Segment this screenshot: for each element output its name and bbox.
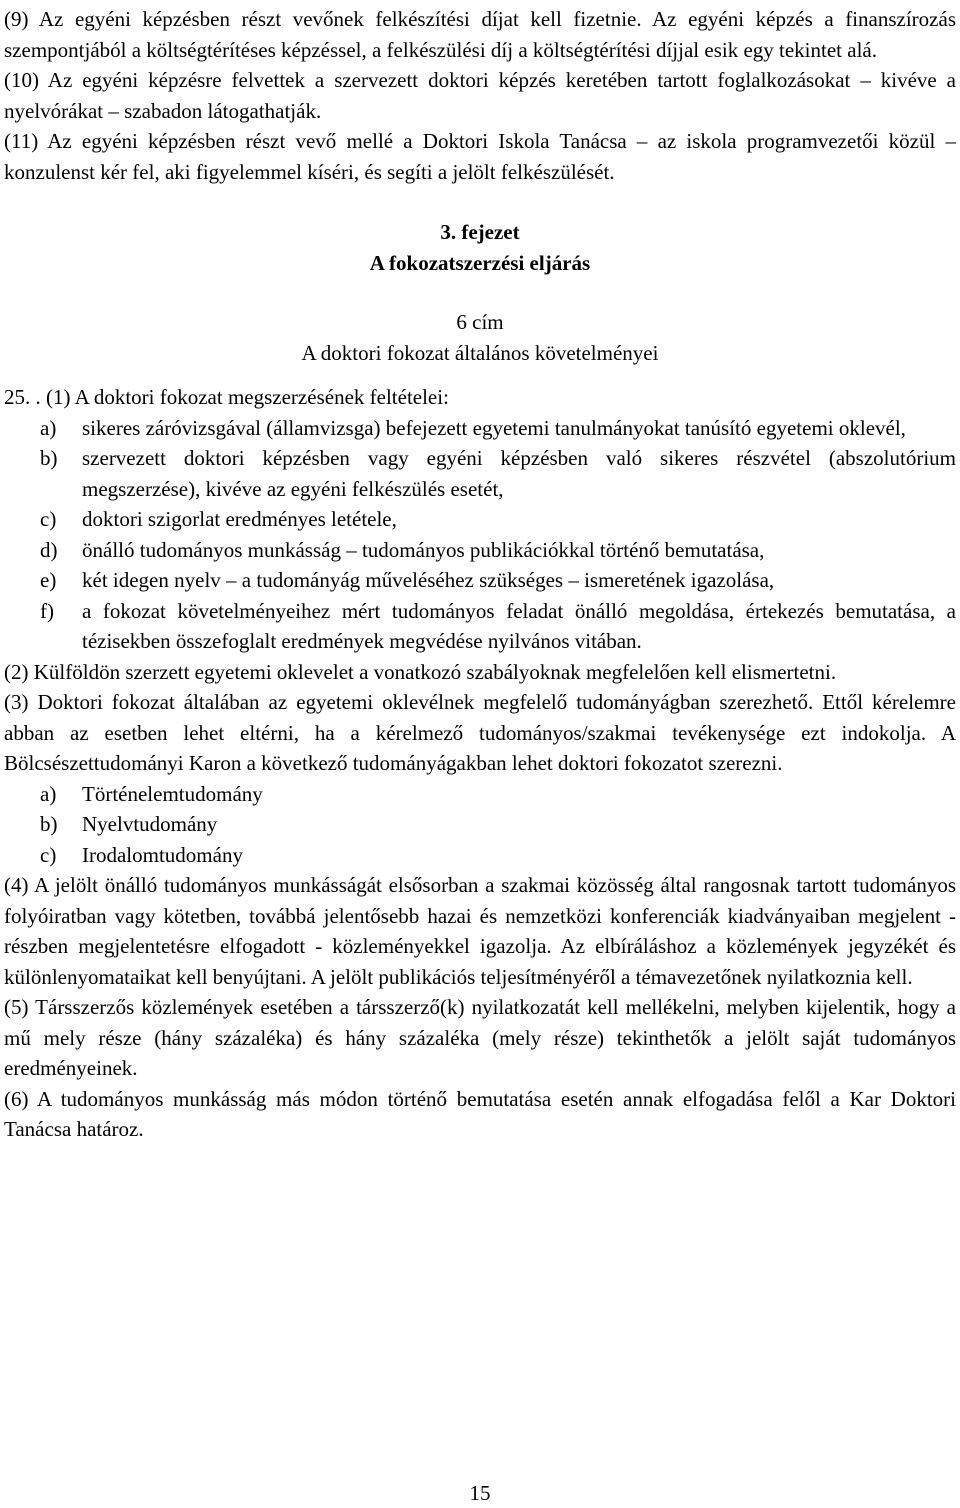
paragraph-10: (10) Az egyéni képzésre felvettek a szervezett doktori képzés keretében tartott foglalkozásokat – kivéve a nyelvórákat – szabadon látogathatják. — [4, 68, 956, 123]
chapter-number: 3. fejezet — [440, 220, 520, 244]
list-item-text: Történelemtudomány — [82, 781, 263, 806]
paragraph-11: (11) Az egyéni képzésben részt vevő mellé a Doktori Iskola Tanácsa – az iskola programvezetői közül – konzulenst kér fel, aki figyelemmel kíséri, és segíti a jelölt felkészülését. — [4, 129, 956, 184]
list-item — [4, 596, 956, 657]
chapter-heading — [4, 217, 956, 278]
page-number: 15 — [469, 1481, 491, 1505]
list-item-text: Irodalomtudomány — [82, 842, 243, 867]
list-item-label: d) — [40, 537, 58, 562]
list-item — [4, 413, 956, 444]
list-item-label: e) — [40, 568, 57, 592]
list-item — [4, 779, 956, 810]
list-item-text: a fokozat követelményeihez mért tudományos feladat önálló megoldása, értekezés bemutatása, a tézisekben összefoglalt eredmények megvédése nyilvános vitában. — [82, 598, 956, 653]
list-item — [4, 443, 956, 504]
paragraph-25-5: (5) Társszerzős közlemények esetében a társszerző(k) nyilatkozatát kell mellékelni, melyben kijelentik, hogy a mű mely része (hány százaléka) és hány százaléka (mely része) tekinthetők a jelölt saját tudományos eredményeinek. — [4, 995, 956, 1080]
section-number: 6 cím — [456, 310, 504, 334]
list-item-text: önálló tudományos munkásság – tudományos publikációkkal történő bemutatása, — [82, 537, 765, 562]
paragraph-25-3: (3) Doktori fokozat általában az egyetemi oklevélnek megfelelő tudományágban szerezhető. Ettől kérelemre abban az esetben lehet eltérni, ha a kérelmező tudományos/szakmai tevékenysége ezt indokolja. A Bölcsészettudományi Karon a következő tudományágakban lehet doktori fokozatot szerezni. — [4, 690, 956, 775]
chapter-title: A fokozatszerzési eljárás — [369, 250, 591, 275]
section-heading — [4, 307, 956, 368]
list-item-label: f) — [40, 598, 54, 623]
list-item-label: a) — [40, 415, 57, 440]
paragraph-25-intro: 25. . (1) A doktori fokozat megszerzésének feltételei: — [4, 385, 449, 409]
paragraph-25-6: (6) A tudományos munkásság más módon történő bemutatása esetén annak elfogadása felől a Kar Doktori Tanácsa határoz. — [4, 1086, 956, 1141]
list-item — [4, 809, 956, 840]
list-item — [4, 840, 956, 871]
list-item-label: c) — [40, 842, 57, 867]
list-item-text: sikeres záróvizsgával (államvizsga) befejezett egyetemi tanulmányokat tanúsító egyetemi oklevél, — [82, 415, 906, 440]
list-item-text: szervezett doktori képzésben vagy egyéni képzésben való sikeres részvétel (abszolutórium megszerzése), kivéve az egyéni felkészülés esetét, — [82, 446, 956, 501]
list-item-label: b) — [40, 812, 58, 836]
disciplines-list — [4, 779, 956, 871]
list-item — [4, 565, 956, 596]
paragraph-25-4: (4) A jelölt önálló tudományos munkásságát elsősorban a szakmai közösség által rangosnak tartott tudományos folyóiratban vagy kötetben, továbbá jelentősebb hazai és nemzetközi konferenciák kiadványaiban megjelent - részben megjelentetésre elfogadott - közleményekkel igazolja. Az elbíráláshoz a közlemények jegyzékét és különlenyomataikat kell benyújtani. A jelölt publikációs teljesítményéről a témavezetőnek nyilatkoznia kell. — [4, 873, 956, 989]
list-item-text: doktori szigorlat eredményes letétele, — [82, 507, 397, 531]
list-item — [4, 535, 956, 566]
list-item-text: két idegen nyelv – a tudományág műveléséhez szükséges – ismeretének igazolása, — [82, 568, 775, 592]
paragraph-9: (9) Az egyéni képzésben részt vevőnek felkészítési díjat kell fizetnie. Az egyéni képzés a finanszírozás szempontjából a költségtérítéses képzéssel, a felkészülési díj a költségtérítési díjjal esik egy tekintet alá. — [4, 7, 956, 62]
requirements-list — [4, 413, 956, 657]
list-item-label: b) — [40, 446, 58, 470]
list-item — [4, 504, 956, 535]
list-item-label: c) — [40, 507, 57, 531]
section-title: A doktori fokozat általános követelményei — [301, 340, 659, 365]
document-page — [4, 4, 956, 1145]
paragraph-25-2: (2) Külföldön szerzett egyetemi oklevelet a vonatkozó szabályoknak megfelelően kell elismertetni. — [4, 659, 837, 684]
list-item-text: Nyelvtudomány — [82, 812, 218, 836]
list-item-label: a) — [40, 781, 57, 806]
